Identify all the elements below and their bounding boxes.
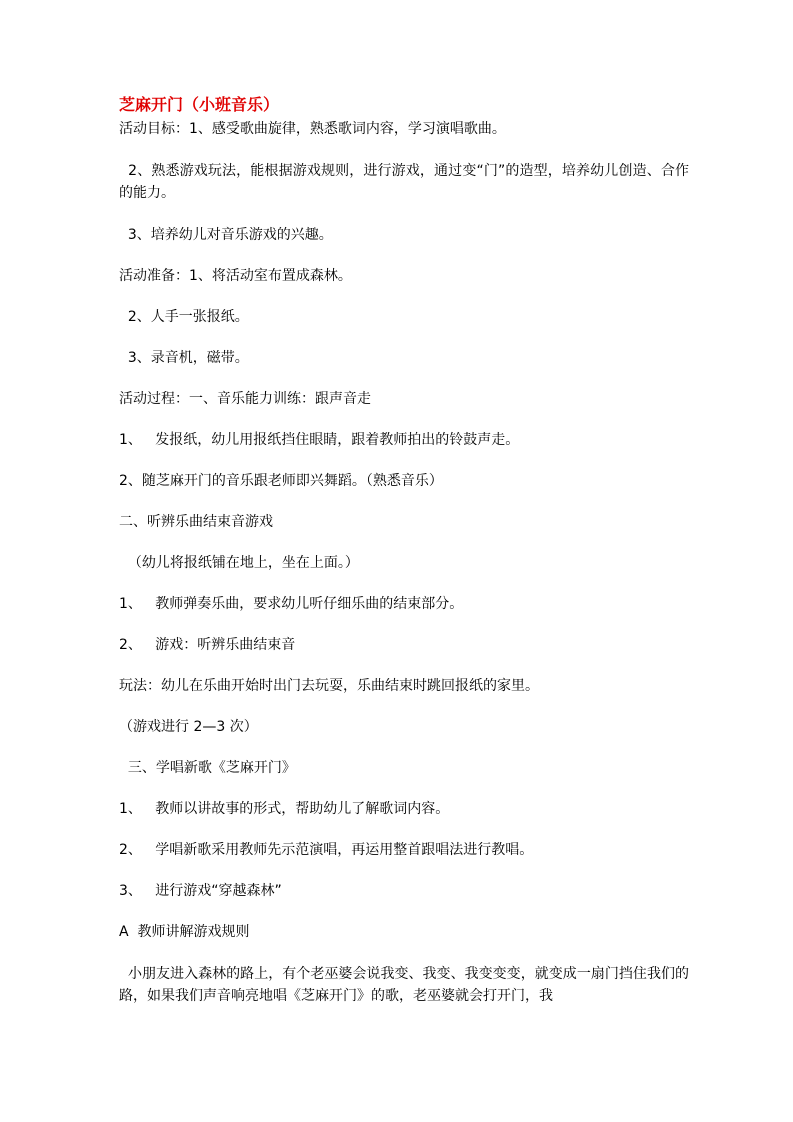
paragraph-rules: 玩法：幼儿在乐曲开始时出门去玩耍，乐曲结束时跳回报纸的家里。 (119, 678, 539, 694)
paragraph-prep-2: 2、人手一张报纸。 (119, 309, 249, 325)
paragraph-section-3-step-2: 2、 学唱新歌采用教师先示范演唱，再运用整首跟唱法进行教唱。 (119, 842, 534, 858)
paragraph-game-story: 小朋友进入森林的路上，有个老巫婆会说我变、我变、我变变变，就变成一扇门挡住我们的路，如果我们声音响亮地唱《芝麻开门》的歌，老巫婆就会打开门，我 (119, 966, 690, 1004)
paragraph-goal-2: 2、熟悉游戏玩法，能根据游戏规则，进行游戏，通过变“门”的造型，培养幼儿创造、合作的能力。 (119, 163, 689, 201)
document-body (119, 94, 689, 1028)
paragraph-process-1: 活动过程：一、音乐能力训练：跟声音走 (119, 391, 371, 407)
paragraph-repeat-note: （游戏进行 2—3 次） (119, 719, 258, 735)
paragraph-step-2: 2、随芝麻开门的音乐跟老师即兴舞蹈。（熟悉音乐） (119, 473, 443, 489)
paragraph-section-3-step-1: 1、 教师以讲故事的形式，帮助幼儿了解歌词内容。 (119, 801, 450, 817)
paragraph-section-2: 二、听辨乐曲结束音游戏 (119, 514, 273, 530)
paragraph-step-1: 1、 发报纸，幼儿用报纸挡住眼睛，跟着教师拍出的铃鼓声走。 (119, 432, 520, 448)
document-title: 芝麻开门（小班音乐） (119, 95, 280, 114)
paragraph-prep-1: 活动准备：1、将活动室布置成森林。 (119, 268, 352, 284)
paragraph-section-2-step-2: 2、 游戏：听辨乐曲结束音 (119, 637, 296, 653)
paragraph-goal-1: 活动目标：1、感受歌曲旋律，熟悉歌词内容，学习演唱歌曲。 (119, 121, 506, 137)
paragraph-game-rules-heading: A 教师讲解游戏规则 (119, 924, 250, 940)
paragraph-section-2-step-1: 1、 教师弹奏乐曲，要求幼儿听仔细乐曲的结束部分。 (119, 596, 464, 612)
paragraph-goal-3: 3、培养幼儿对音乐游戏的兴趣。 (119, 227, 333, 243)
paragraph-section-3: 三、学唱新歌《芝麻开门》 (119, 760, 296, 776)
paragraph-section-3-step-3: 3、 进行游戏“穿越森林” (119, 883, 282, 899)
paragraph-prep-3: 3、录音机，磁带。 (119, 350, 249, 366)
paragraph-section-2-note: （幼儿将报纸铺在地上，坐在上面。） (119, 555, 359, 571)
